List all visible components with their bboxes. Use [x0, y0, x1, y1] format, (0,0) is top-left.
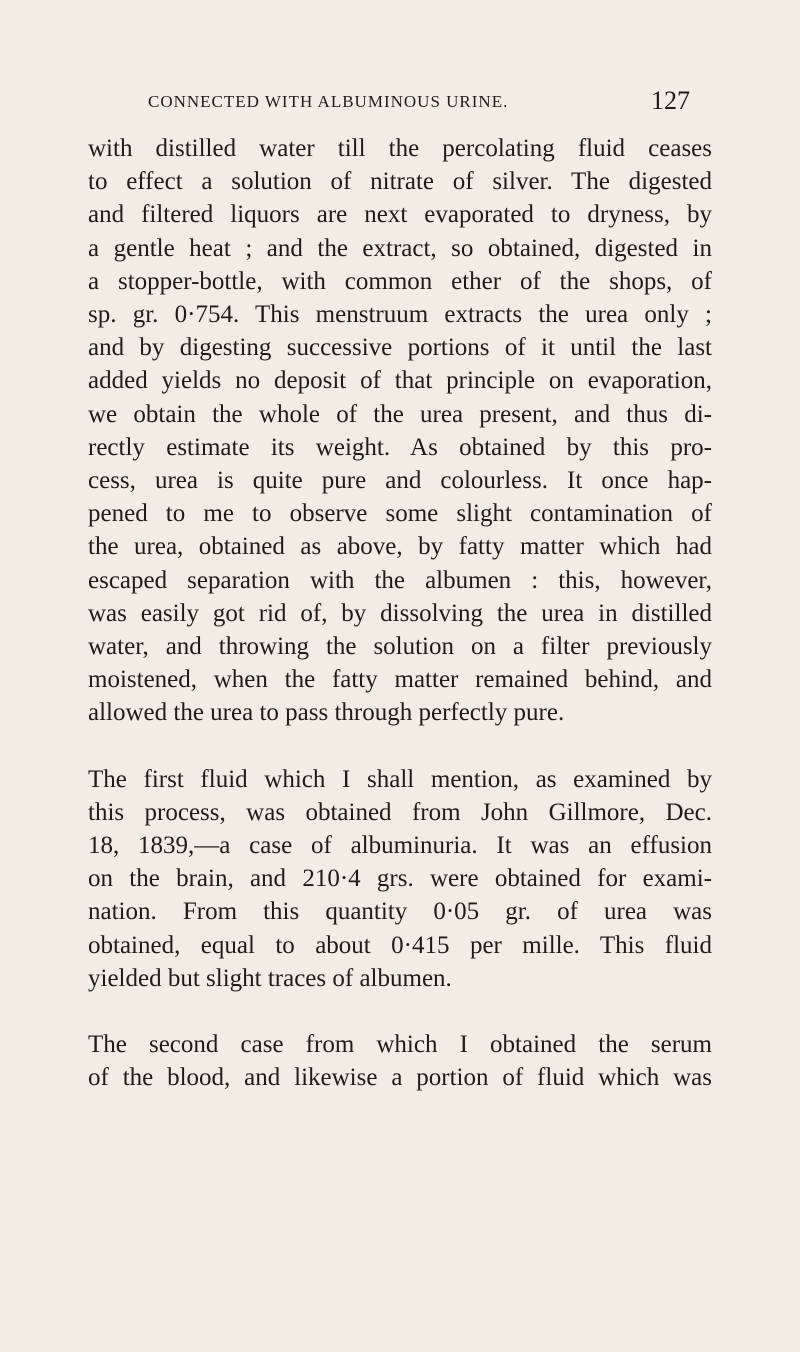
text-line: moistened, when the fatty matter remained behind, and	[88, 666, 712, 694]
text-line: on the brain, and 210·4 grs. were obtained for exami-	[88, 865, 712, 893]
text-line: was easily got rid of, by dissolving the urea in distilled	[88, 599, 712, 627]
text-line: 18, 1839,—a case of albuminuria. It was an effusion	[88, 832, 712, 860]
text-line: and filtered liquors are next evaporated to dryness, by	[88, 201, 712, 229]
text-line: of the blood, and likewise a portion of fluid which was	[88, 1064, 712, 1092]
text-line: we obtain the whole of the urea present, and thus di-	[88, 400, 712, 428]
body-text	[88, 132, 712, 1127]
text-line: cess, urea is quite pure and colourless. It once hap-	[88, 467, 712, 495]
paragraph-3	[88, 1028, 712, 1094]
text-line: to effect a solution of nitrate of silver. The digested	[88, 168, 712, 196]
text-line: sp. gr. 0·754. This menstruum extracts the urea only ;	[88, 301, 712, 329]
text-line: with distilled water till the percolating fluid ceases	[88, 135, 712, 162]
text-line: The first fluid which I shall mention, as examined by	[88, 765, 712, 793]
text-line: a stopper-bottle, with common ether of the shops, of	[88, 267, 712, 295]
text-line: escaped separation with the albumen : this, however,	[88, 566, 712, 594]
text-line: a gentle heat ; and the extract, so obtained, digested in	[88, 234, 712, 262]
text-line: yielded but slight traces of albumen.	[88, 964, 452, 992]
text-line: pened to me to observe some slight contamination of	[88, 500, 712, 528]
text-line: The second case from which I obtained the serum	[88, 1031, 712, 1059]
text-line: obtained, equal to about 0·415 per mille. This fluid	[88, 931, 712, 959]
paragraph-1	[88, 132, 712, 730]
text-line: and by digesting successive portions of it until the last	[88, 334, 712, 362]
page-number: 127	[651, 86, 690, 115]
text-line: water, and throwing the solution on a filter previously	[88, 633, 712, 661]
text-line: rectly estimate its weight. As obtained by this pro-	[88, 433, 712, 461]
text-line: added yields no deposit of that principle on evaporation,	[88, 367, 712, 395]
text-line: nation. From this quantity 0·05 gr. of urea was	[88, 898, 712, 926]
text-line: this process, was obtained from John Gillmore, Dec.	[88, 798, 712, 826]
paragraph-2	[88, 763, 712, 995]
text-line: the urea, obtained as above, by fatty matter which had	[88, 533, 712, 561]
text-line: allowed the urea to pass through perfectly pure.	[88, 699, 565, 727]
running-head	[138, 86, 690, 122]
running-head-title: CONNECTED WITH ALBUMINOUS URINE.	[148, 92, 509, 111]
